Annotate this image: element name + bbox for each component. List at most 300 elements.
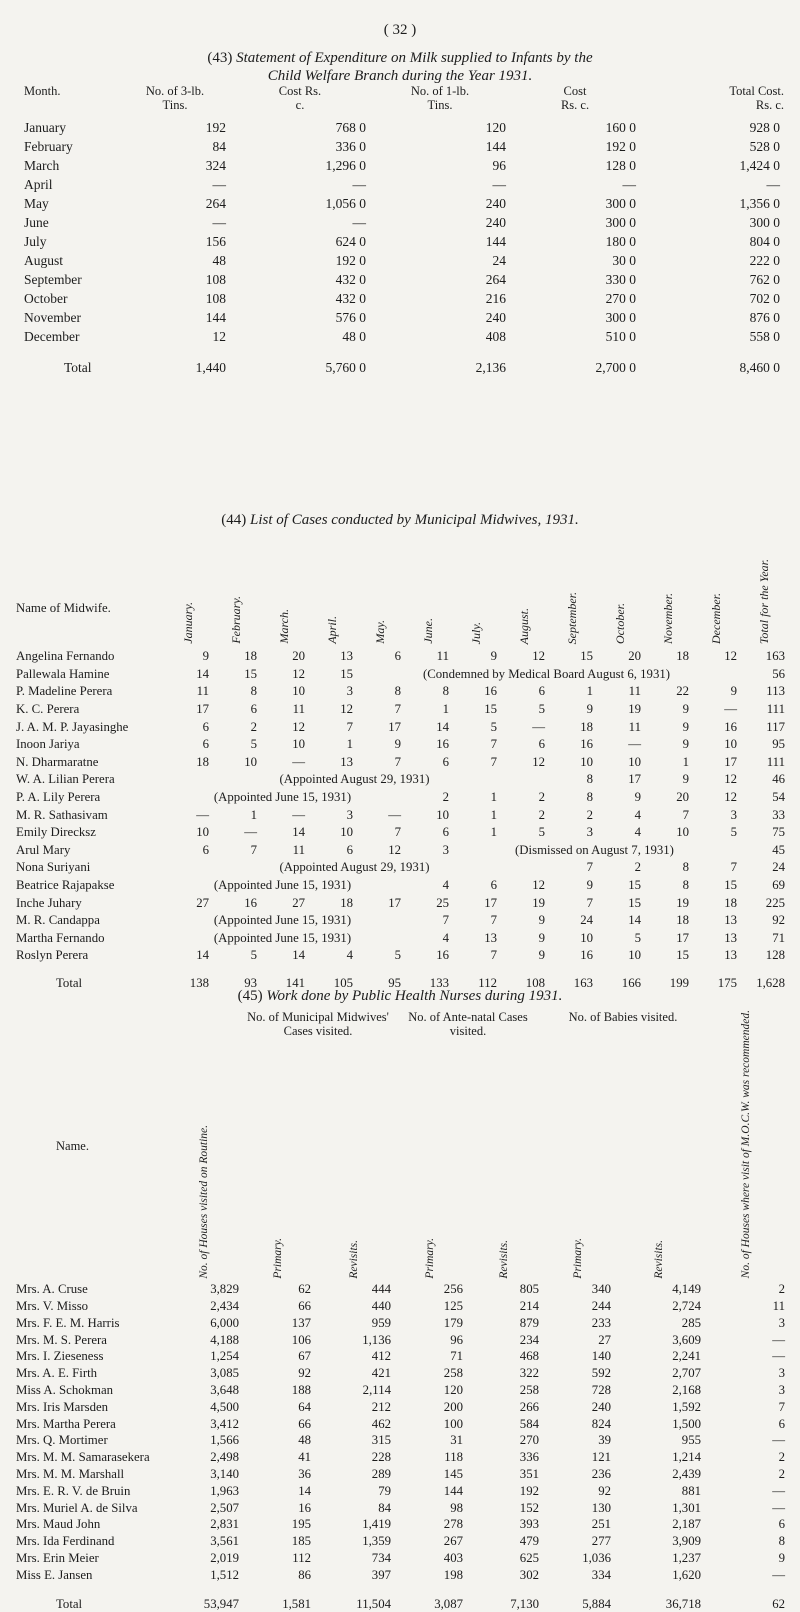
table-row <box>24 270 784 289</box>
case-count-cell: 163 <box>765 649 785 664</box>
tins-1lb-cell: 408 <box>485 328 506 344</box>
header-antenatal-cases: No. of Ante-natal Cases visited. <box>408 1010 528 1038</box>
cost-3lb-cell: — <box>352 176 366 192</box>
table-row <box>16 1433 788 1450</box>
houses-routine-cell: 1,963 <box>210 1483 239 1498</box>
month-cell: July <box>24 233 47 249</box>
houses-routine-cell: 3,412 <box>210 1416 239 1431</box>
cost-3lb-cell: 432 0 <box>335 271 366 287</box>
tins-3lb-cell: 84 <box>212 138 226 154</box>
case-count-cell: 7 <box>682 807 689 822</box>
total-cost-cell: — <box>766 176 780 192</box>
case-count-cell: 11 <box>196 684 209 699</box>
moh-recommended-cell: — <box>772 1349 785 1364</box>
case-count-cell: 7 <box>250 842 257 857</box>
table-row <box>16 1399 788 1416</box>
case-count-cell: 8 <box>442 684 449 699</box>
case-count-cell: 5 <box>634 930 641 945</box>
total-cost-cell: 876 0 <box>749 309 780 325</box>
case-count-cell: 10 <box>340 825 353 840</box>
houses-routine-cell: 2,498 <box>210 1450 239 1465</box>
table-row <box>24 232 784 251</box>
month-header-label: November. <box>661 593 675 644</box>
cost-3lb-cell: 432 0 <box>335 290 366 306</box>
cost-3lb-cell: 768 0 <box>335 119 366 135</box>
antenatal-revisits-cell: 879 <box>519 1315 539 1330</box>
antenatal-primary-cell: 278 <box>443 1517 463 1532</box>
case-count-cell: 16 <box>580 948 593 963</box>
case-count-cell: 11 <box>628 684 641 699</box>
table-row <box>16 930 788 948</box>
antenatal-primary-cell: 120 <box>443 1383 463 1397</box>
midwife-primary-cell: 66 <box>298 1416 311 1431</box>
babies-revisits-cell: 285 <box>681 1315 701 1330</box>
table-row <box>24 194 784 213</box>
midwife-revisits-cell: 79 <box>378 1483 391 1498</box>
babies-revisits-cell: 1,620 <box>672 1567 701 1582</box>
total-cell: 138 <box>189 975 209 990</box>
midwife-primary-cell: 86 <box>298 1567 311 1582</box>
month-header-label: Total for the Year. <box>757 558 771 644</box>
moh-recommended-cell: 6 <box>778 1416 785 1431</box>
nurse-name-cell: Mrs. M. M. Samarasekera <box>16 1450 150 1465</box>
nurse-name-cell: Mrs. M. S. Perera <box>16 1332 107 1347</box>
header-month-col <box>356 528 404 648</box>
case-count-cell: 17 <box>388 719 401 734</box>
midwife-revisits-cell: 289 <box>371 1466 391 1481</box>
midwife-revisits-cell: 397 <box>371 1567 391 1582</box>
babies-primary-cell: 824 <box>591 1416 611 1431</box>
moh-recommended-cell: 9 <box>778 1550 785 1565</box>
table-row <box>16 754 788 772</box>
table-row <box>16 771 788 789</box>
case-count-cell: 11 <box>628 719 641 734</box>
babies-primary-cell: 236 <box>591 1466 611 1481</box>
houses-routine-cell: 4,500 <box>210 1399 239 1414</box>
antenatal-revisits-cell: 152 <box>519 1500 539 1515</box>
month-cell: October <box>24 290 68 306</box>
case-count-cell: 20 <box>292 649 305 664</box>
header-1lb-tins: No. of 1-lb. Tins. <box>410 84 470 112</box>
month-header-label: January. <box>181 602 195 644</box>
moh-recommended-cell: 7 <box>778 1399 785 1414</box>
tins-3lb-cell: 108 <box>205 271 226 287</box>
tins-1lb-cell: 144 <box>485 138 506 154</box>
case-count-cell: 10 <box>196 825 209 840</box>
midwife-name-cell: M. R. Sathasivam <box>16 807 108 822</box>
case-count-cell: 8 <box>586 790 593 805</box>
case-count-cell: 9 <box>730 684 737 699</box>
babies-revisits-cell: 955 <box>681 1433 701 1448</box>
babies-primary-cell: 121 <box>591 1450 611 1465</box>
case-count-cell: 19 <box>628 702 641 717</box>
header-month-col <box>404 528 452 648</box>
babies-revisits-cell: 2,187 <box>672 1517 701 1532</box>
table-row <box>16 824 788 842</box>
cost-3lb-cell: — <box>352 214 366 230</box>
nurse-name-cell: Mrs. Muriel A. de Silva <box>16 1500 138 1515</box>
case-count-cell: 13 <box>724 948 737 963</box>
midwife-primary-cell: 112 <box>292 1550 311 1565</box>
cost-1lb-cell: — <box>622 176 636 192</box>
antenatal-revisits-cell: 266 <box>519 1399 539 1414</box>
total-antenatal-revisits: 7,130 <box>510 1596 539 1611</box>
table-row <box>16 1382 788 1399</box>
case-count-cell: 6 <box>538 737 545 752</box>
total-cost-cell: 558 0 <box>749 328 780 344</box>
cost-3lb-cell: 336 0 <box>335 138 366 154</box>
total-antenatal-primary: 3,087 <box>434 1596 463 1611</box>
revisits-label: Revisits. <box>348 1239 360 1279</box>
midwife-revisits-cell: 1,359 <box>362 1534 391 1549</box>
month-header-label: October. <box>613 603 627 644</box>
midwife-revisits-cell: 421 <box>371 1366 391 1381</box>
case-count-cell: 17 <box>724 754 737 769</box>
total-label: Total <box>56 975 83 990</box>
case-count-cell: 6 <box>442 825 449 840</box>
case-count-cell: 18 <box>244 649 257 664</box>
babies-primary-cell: 251 <box>591 1517 611 1532</box>
table-row <box>16 736 788 754</box>
tins-3lb-cell: — <box>212 176 226 192</box>
midwife-name-cell: Beatrice Rajapakse <box>16 878 115 893</box>
houses-routine-cell: 1,254 <box>210 1349 239 1364</box>
case-count-cell: 9 <box>586 878 593 893</box>
header-month-col <box>452 528 500 648</box>
cost-1lb-cell: 300 0 <box>605 309 636 325</box>
table-row <box>16 701 788 719</box>
case-count-cell: 27 <box>196 895 209 910</box>
moh-recommended-cell: — <box>772 1567 785 1582</box>
cost-1lb-cell: 180 0 <box>605 233 636 249</box>
midwife-revisits-cell: 959 <box>371 1315 391 1330</box>
table-row <box>16 1281 788 1298</box>
nurse-name-cell: Mrs. V. Misso <box>16 1299 89 1314</box>
header-primary <box>242 1133 314 1281</box>
header-revisits <box>314 1133 394 1281</box>
antenatal-revisits-cell: 270 <box>519 1433 539 1448</box>
moh-recommended-cell: — <box>772 1483 785 1498</box>
header-revisits <box>466 1133 542 1281</box>
tins-3lb-cell: 156 <box>205 233 226 249</box>
case-count-cell: 7 <box>490 913 497 928</box>
table43-title-line1: Statement of Expenditure on Milk supplied to Infants by the <box>236 50 593 66</box>
case-count-cell: 5 <box>250 737 257 752</box>
antenatal-primary-cell: 31 <box>450 1433 463 1448</box>
babies-primary-cell: 334 <box>591 1567 611 1582</box>
moh-recommended-cell: — <box>772 1332 785 1347</box>
case-count-cell: 18 <box>340 895 353 910</box>
case-count-cell: 4 <box>634 807 641 822</box>
babies-primary-cell: 92 <box>598 1483 611 1498</box>
year-total-cell: 69 <box>772 878 785 893</box>
case-count-cell: 225 <box>765 895 785 910</box>
header-month-col <box>692 528 740 648</box>
case-count-cell: 111 <box>766 702 785 717</box>
case-count-cell: 8 <box>586 772 593 787</box>
moh-recommended-cell: 11 <box>772 1299 785 1314</box>
case-count-cell: 9 <box>394 737 401 752</box>
antenatal-primary-cell: 200 <box>443 1399 463 1414</box>
total-label: Total <box>56 1596 83 1611</box>
table-row <box>24 137 784 156</box>
tins-3lb-cell: 324 <box>205 157 226 173</box>
midwife-name-cell: K. C. Perera <box>16 702 80 717</box>
moh-recommended-cell: 2 <box>778 1450 785 1465</box>
midwife-name-cell: P. Madeline Perera <box>16 684 113 699</box>
case-count-cell: 2 <box>538 790 545 805</box>
case-count-cell: 15 <box>628 895 641 910</box>
case-count-cell: 128 <box>765 948 785 963</box>
total-cell: 112 <box>478 975 497 990</box>
antenatal-primary-cell: 267 <box>443 1534 463 1549</box>
status-note: (Appointed June 15, 1931) <box>213 930 352 945</box>
total-moh-recommended: 62 <box>772 1596 785 1611</box>
antenatal-revisits-cell: 625 <box>519 1550 539 1565</box>
case-count-cell: 8 <box>682 860 689 875</box>
case-count-cell: 25 <box>436 895 449 910</box>
antenatal-revisits-cell: 192 <box>519 1483 539 1498</box>
case-count-cell: 10 <box>628 754 641 769</box>
nurse-name-cell: Mrs. Maud John <box>16 1517 101 1532</box>
table45-title <box>0 988 800 1005</box>
table-row <box>16 1567 788 1584</box>
case-count-cell: 3 <box>586 825 593 840</box>
midwife-name-cell: Inche Juhary <box>16 895 82 910</box>
case-count-cell: 17 <box>388 895 401 910</box>
month-cell: February <box>24 138 73 154</box>
month-header-label: August. <box>517 607 531 644</box>
case-count-cell: 7 <box>346 719 353 734</box>
babies-revisits-cell: 1,214 <box>672 1450 701 1465</box>
nurse-name-cell: Mrs. M. M. Marshall <box>16 1466 125 1481</box>
month-cell: May <box>24 195 49 211</box>
table-row <box>16 1416 788 1433</box>
case-count-cell: 7 <box>586 895 593 910</box>
case-count-cell: 6 <box>202 719 209 734</box>
case-count-cell: 4 <box>442 930 449 945</box>
case-count-cell: 3 <box>442 842 449 857</box>
tins-3lb-cell: 12 <box>212 328 226 344</box>
total-cost-cell: 1,424 0 <box>739 157 780 173</box>
case-count-cell: — <box>724 702 737 717</box>
babies-revisits-cell: 2,241 <box>672 1349 701 1364</box>
tins-3lb-cell: 108 <box>205 290 226 306</box>
babies-revisits-cell: 1,301 <box>672 1500 701 1515</box>
midwife-revisits-cell: 1,419 <box>362 1517 391 1532</box>
year-total-cell: 92 <box>772 913 785 928</box>
midwife-primary-cell: 48 <box>298 1433 311 1448</box>
table-row <box>16 683 788 701</box>
case-count-cell: 16 <box>436 948 449 963</box>
total-houses-routine: 53,947 <box>203 1596 239 1611</box>
case-count-cell: 7 <box>490 948 497 963</box>
case-count-cell: 9 <box>538 913 545 928</box>
case-count-cell: 5 <box>490 719 497 734</box>
antenatal-revisits-cell: 214 <box>519 1299 539 1314</box>
tins-1lb-cell: 24 <box>492 252 506 268</box>
babies-primary-cell: 233 <box>591 1315 611 1330</box>
total-cell: 95 <box>388 975 401 990</box>
houses-routine-cell: 4,188 <box>210 1332 239 1347</box>
cost-1lb-cell: 30 0 <box>612 252 636 268</box>
case-count-cell: 117 <box>766 719 785 734</box>
midwife-name-cell: Arul Mary <box>16 842 71 857</box>
total-cost-cell: 1,356 0 <box>739 195 780 211</box>
case-count-cell: 2 <box>250 719 257 734</box>
nurses-work-table <box>16 1010 788 1612</box>
table-row <box>16 1466 788 1483</box>
case-count-cell: 2 <box>634 860 641 875</box>
babies-primary-cell: 728 <box>591 1383 611 1397</box>
total-total-cost: 8,460 0 <box>739 359 780 375</box>
table-row <box>24 327 784 346</box>
year-total-cell: 56 <box>772 666 785 681</box>
table45-title-text: Work done by Public Health Nurses during 1931. <box>266 988 563 1004</box>
babies-primary-cell: 140 <box>591 1349 611 1364</box>
case-count-cell: 12 <box>724 772 737 787</box>
cost-1lb-cell: 300 0 <box>605 214 636 230</box>
case-count-cell: 1 <box>346 737 353 752</box>
case-count-cell: 2 <box>442 790 449 805</box>
case-count-cell: 9 <box>682 737 689 752</box>
total-cell: 105 <box>333 975 353 990</box>
midwife-primary-cell: 16 <box>298 1500 311 1515</box>
year-total-cell: 24 <box>772 860 785 875</box>
table-row <box>24 175 784 194</box>
cost-3lb-cell: 192 0 <box>335 252 366 268</box>
header-moh-recommended: No. of Houses where visit of M.O.C.W. was recommended. <box>740 1010 752 1279</box>
case-count-cell: 12 <box>292 666 305 681</box>
moh-recommended-cell: 8 <box>778 1534 785 1549</box>
status-note: (Appointed June 15, 1931) <box>213 913 352 928</box>
case-count-cell: 8 <box>250 684 257 699</box>
total-cost-cell: 762 0 <box>749 271 780 287</box>
case-count-cell: 2 <box>586 807 593 822</box>
case-count-cell: 10 <box>676 825 689 840</box>
table-row <box>16 1550 788 1567</box>
case-count-cell: 7 <box>490 754 497 769</box>
tins-1lb-cell: 240 <box>485 309 506 325</box>
midwife-primary-cell: 66 <box>298 1299 311 1314</box>
midwife-primary-cell: 195 <box>291 1517 311 1532</box>
tins-1lb-cell: 96 <box>492 157 506 173</box>
houses-routine-cell: 1,512 <box>210 1567 239 1582</box>
case-count-cell: 8 <box>394 684 401 699</box>
case-count-cell: 10 <box>292 684 305 699</box>
cost-1lb-cell: 300 0 <box>605 195 636 211</box>
case-count-cell: 7 <box>586 860 593 875</box>
table-row <box>16 718 788 736</box>
total-cost-cell: 300 0 <box>749 214 780 230</box>
midwife-primary-cell: 41 <box>298 1450 311 1465</box>
case-count-cell: 14 <box>196 948 209 963</box>
case-count-cell: 9 <box>538 930 545 945</box>
midwife-name-cell: Roslyn Perera <box>16 948 89 963</box>
case-count-cell: 75 <box>772 825 785 840</box>
case-count-cell: 12 <box>532 754 545 769</box>
case-count-cell: 5 <box>538 825 545 840</box>
case-count-cell: 17 <box>484 895 497 910</box>
nurse-name-cell: Miss A. Schokman <box>16 1383 114 1397</box>
header-month: Month. <box>24 84 61 98</box>
tins-1lb-cell: 240 <box>485 195 506 211</box>
midwife-primary-cell: 14 <box>298 1483 311 1498</box>
midwife-revisits-cell: 444 <box>371 1282 391 1297</box>
case-count-cell: 15 <box>724 878 737 893</box>
midwife-revisits-cell: 315 <box>371 1433 391 1448</box>
table-row <box>24 289 784 308</box>
table-row <box>16 1516 788 1533</box>
case-count-cell: 17 <box>628 772 641 787</box>
babies-revisits-cell: 2,168 <box>672 1383 701 1397</box>
case-count-cell: 14 <box>196 666 209 681</box>
case-count-cell: 12 <box>340 702 353 717</box>
case-count-cell: 10 <box>580 930 593 945</box>
case-count-cell: 12 <box>532 649 545 664</box>
total-row <box>24 346 784 377</box>
table-row <box>16 806 788 824</box>
status-note: (Dismissed on August 7, 1931) <box>515 842 674 857</box>
case-count-cell: 1 <box>490 825 497 840</box>
case-count-cell: 7 <box>490 737 497 752</box>
case-count-cell: — <box>628 737 641 752</box>
case-count-cell: 6 <box>346 842 353 857</box>
case-count-cell: 1 <box>442 702 449 717</box>
header-total-cost: Total Cost. Rs. c. <box>729 84 784 112</box>
case-count-cell: 1 <box>490 807 497 822</box>
antenatal-primary-cell: 145 <box>443 1466 463 1481</box>
antenatal-primary-cell: 403 <box>443 1550 463 1565</box>
total-cell: 108 <box>525 975 545 990</box>
case-count-cell: 5 <box>538 702 545 717</box>
header-midwife-name: Name of Midwife. <box>16 600 111 615</box>
month-cell: January <box>24 119 66 135</box>
month-cell: December <box>24 328 80 344</box>
moh-recommended-cell: 6 <box>778 1517 785 1532</box>
case-count-cell: — <box>292 807 305 822</box>
antenatal-revisits-cell: 234 <box>519 1332 539 1347</box>
case-count-cell: 6 <box>250 702 257 717</box>
case-count-cell: 1 <box>490 790 497 805</box>
case-count-cell: 7 <box>394 825 401 840</box>
antenatal-revisits-cell: 322 <box>519 1366 539 1381</box>
midwife-name-cell: Emily Direcksz <box>16 825 96 840</box>
primary-label: Primary. <box>272 1237 284 1279</box>
nurse-name-cell: Mrs. F. E. M. Harris <box>16 1315 120 1330</box>
case-count-cell: 18 <box>676 649 689 664</box>
total-babies-revisits: 36,718 <box>665 1596 701 1611</box>
table-row <box>16 877 788 895</box>
antenatal-revisits-cell: 258 <box>519 1383 539 1397</box>
antenatal-revisits-cell: 393 <box>519 1517 539 1532</box>
status-note: (Condemned by Medical Board August 6, 1931) <box>422 666 670 681</box>
antenatal-primary-cell: 144 <box>443 1483 463 1498</box>
case-count-cell: 16 <box>580 737 593 752</box>
case-count-cell: 10 <box>628 948 641 963</box>
header-houses-routine: No. of Houses visited on Routine. <box>198 1124 210 1279</box>
babies-primary-cell: 340 <box>591 1282 611 1297</box>
cost-3lb-cell: 576 0 <box>335 309 366 325</box>
case-count-cell: 6 <box>394 649 401 664</box>
month-cell: March <box>24 157 60 173</box>
case-count-cell: 16 <box>436 737 449 752</box>
case-count-cell: 12 <box>388 842 401 857</box>
antenatal-revisits-cell: 584 <box>519 1416 539 1431</box>
case-count-cell: 13 <box>724 913 737 928</box>
case-count-cell: 14 <box>292 948 305 963</box>
case-count-cell: 11 <box>292 702 305 717</box>
